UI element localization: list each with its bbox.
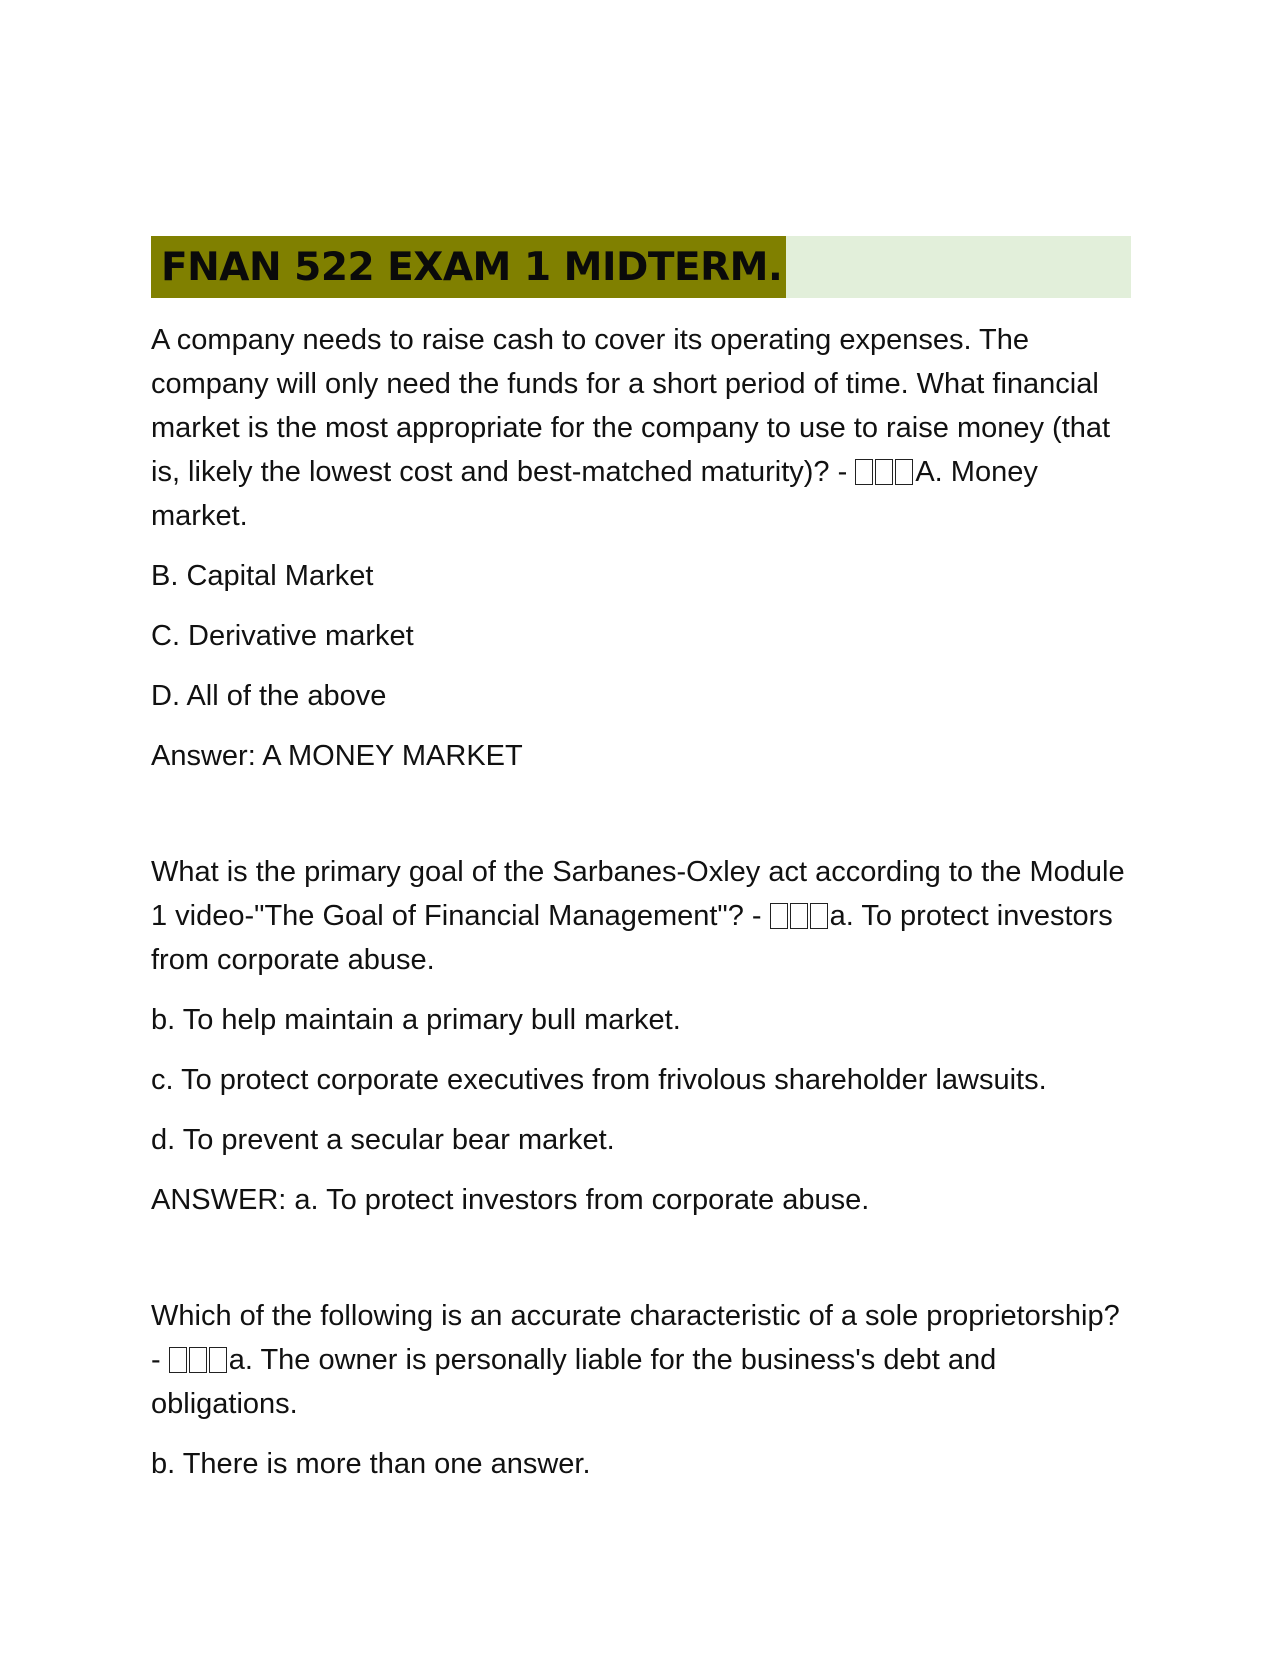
- question-2-stem-text: What is the primary goal of the Sarbanes-Oxley act according to the Module 1 video-"The Goal of Financial Management"? -: [151, 856, 1125, 932]
- question-1-option-c: C. Derivative market: [151, 620, 414, 652]
- question-2: [151, 850, 1131, 1222]
- question-2-option-d: d. To prevent a secular bear market.: [151, 1124, 615, 1156]
- document-page: [151, 236, 1131, 1502]
- question-1-option-a: A. Money market.: [151, 456, 1038, 532]
- missing-glyph-icon: [855, 459, 873, 485]
- question-2-option-a: a. To protect investors from corporate abuse.: [151, 900, 1113, 976]
- question-3-option-a: a. The owner is personally liable for the business's debt and obligations.: [151, 1344, 997, 1420]
- missing-glyph-icon: [895, 459, 913, 485]
- question-3-option-b: b. There is more than one answer.: [151, 1448, 591, 1480]
- missing-glyph-icon: [189, 1347, 207, 1373]
- question-1-stem: [151, 318, 1131, 538]
- missing-glyph-icon: [790, 903, 808, 929]
- document-title: FNAN 522 EXAM 1 MIDTERM.: [161, 244, 783, 290]
- question-3: [151, 1294, 1131, 1486]
- question-1-stem-text: A company needs to raise cash to cover its operating expenses. The company will only need the funds for a short period of time. What financial market is the most appropriate for the company to use to raise money (that is, likely the lowest cost and best-matched maturity)? -: [151, 324, 1111, 488]
- question-3-stem-text: Which of the following is an accurate characteristic of a sole proprietorship? -: [151, 1300, 1120, 1376]
- question-3-stem: [151, 1294, 1131, 1426]
- question-1: [151, 318, 1131, 778]
- question-1-answer: Answer: A MONEY MARKET: [151, 740, 523, 772]
- question-2-option-c: c. To protect corporate executives from frivolous shareholder lawsuits.: [151, 1064, 1047, 1096]
- title-bar: [151, 236, 1131, 298]
- question-1-option-b: B. Capital Market: [151, 560, 374, 592]
- question-2-option-b: b. To help maintain a primary bull market.: [151, 1004, 681, 1036]
- question-2-stem: [151, 850, 1131, 982]
- spacer: [151, 794, 1131, 850]
- question-1-option-d: D. All of the above: [151, 680, 387, 712]
- missing-glyph-icon: [810, 903, 828, 929]
- missing-glyph-icon: [875, 459, 893, 485]
- question-2-answer: ANSWER: a. To protect investors from corporate abuse.: [151, 1184, 870, 1216]
- missing-glyph-icon: [770, 903, 788, 929]
- missing-glyph-icon: [169, 1347, 187, 1373]
- spacer: [151, 1238, 1131, 1294]
- missing-glyph-icon: [209, 1347, 227, 1373]
- title-highlight: [151, 236, 786, 298]
